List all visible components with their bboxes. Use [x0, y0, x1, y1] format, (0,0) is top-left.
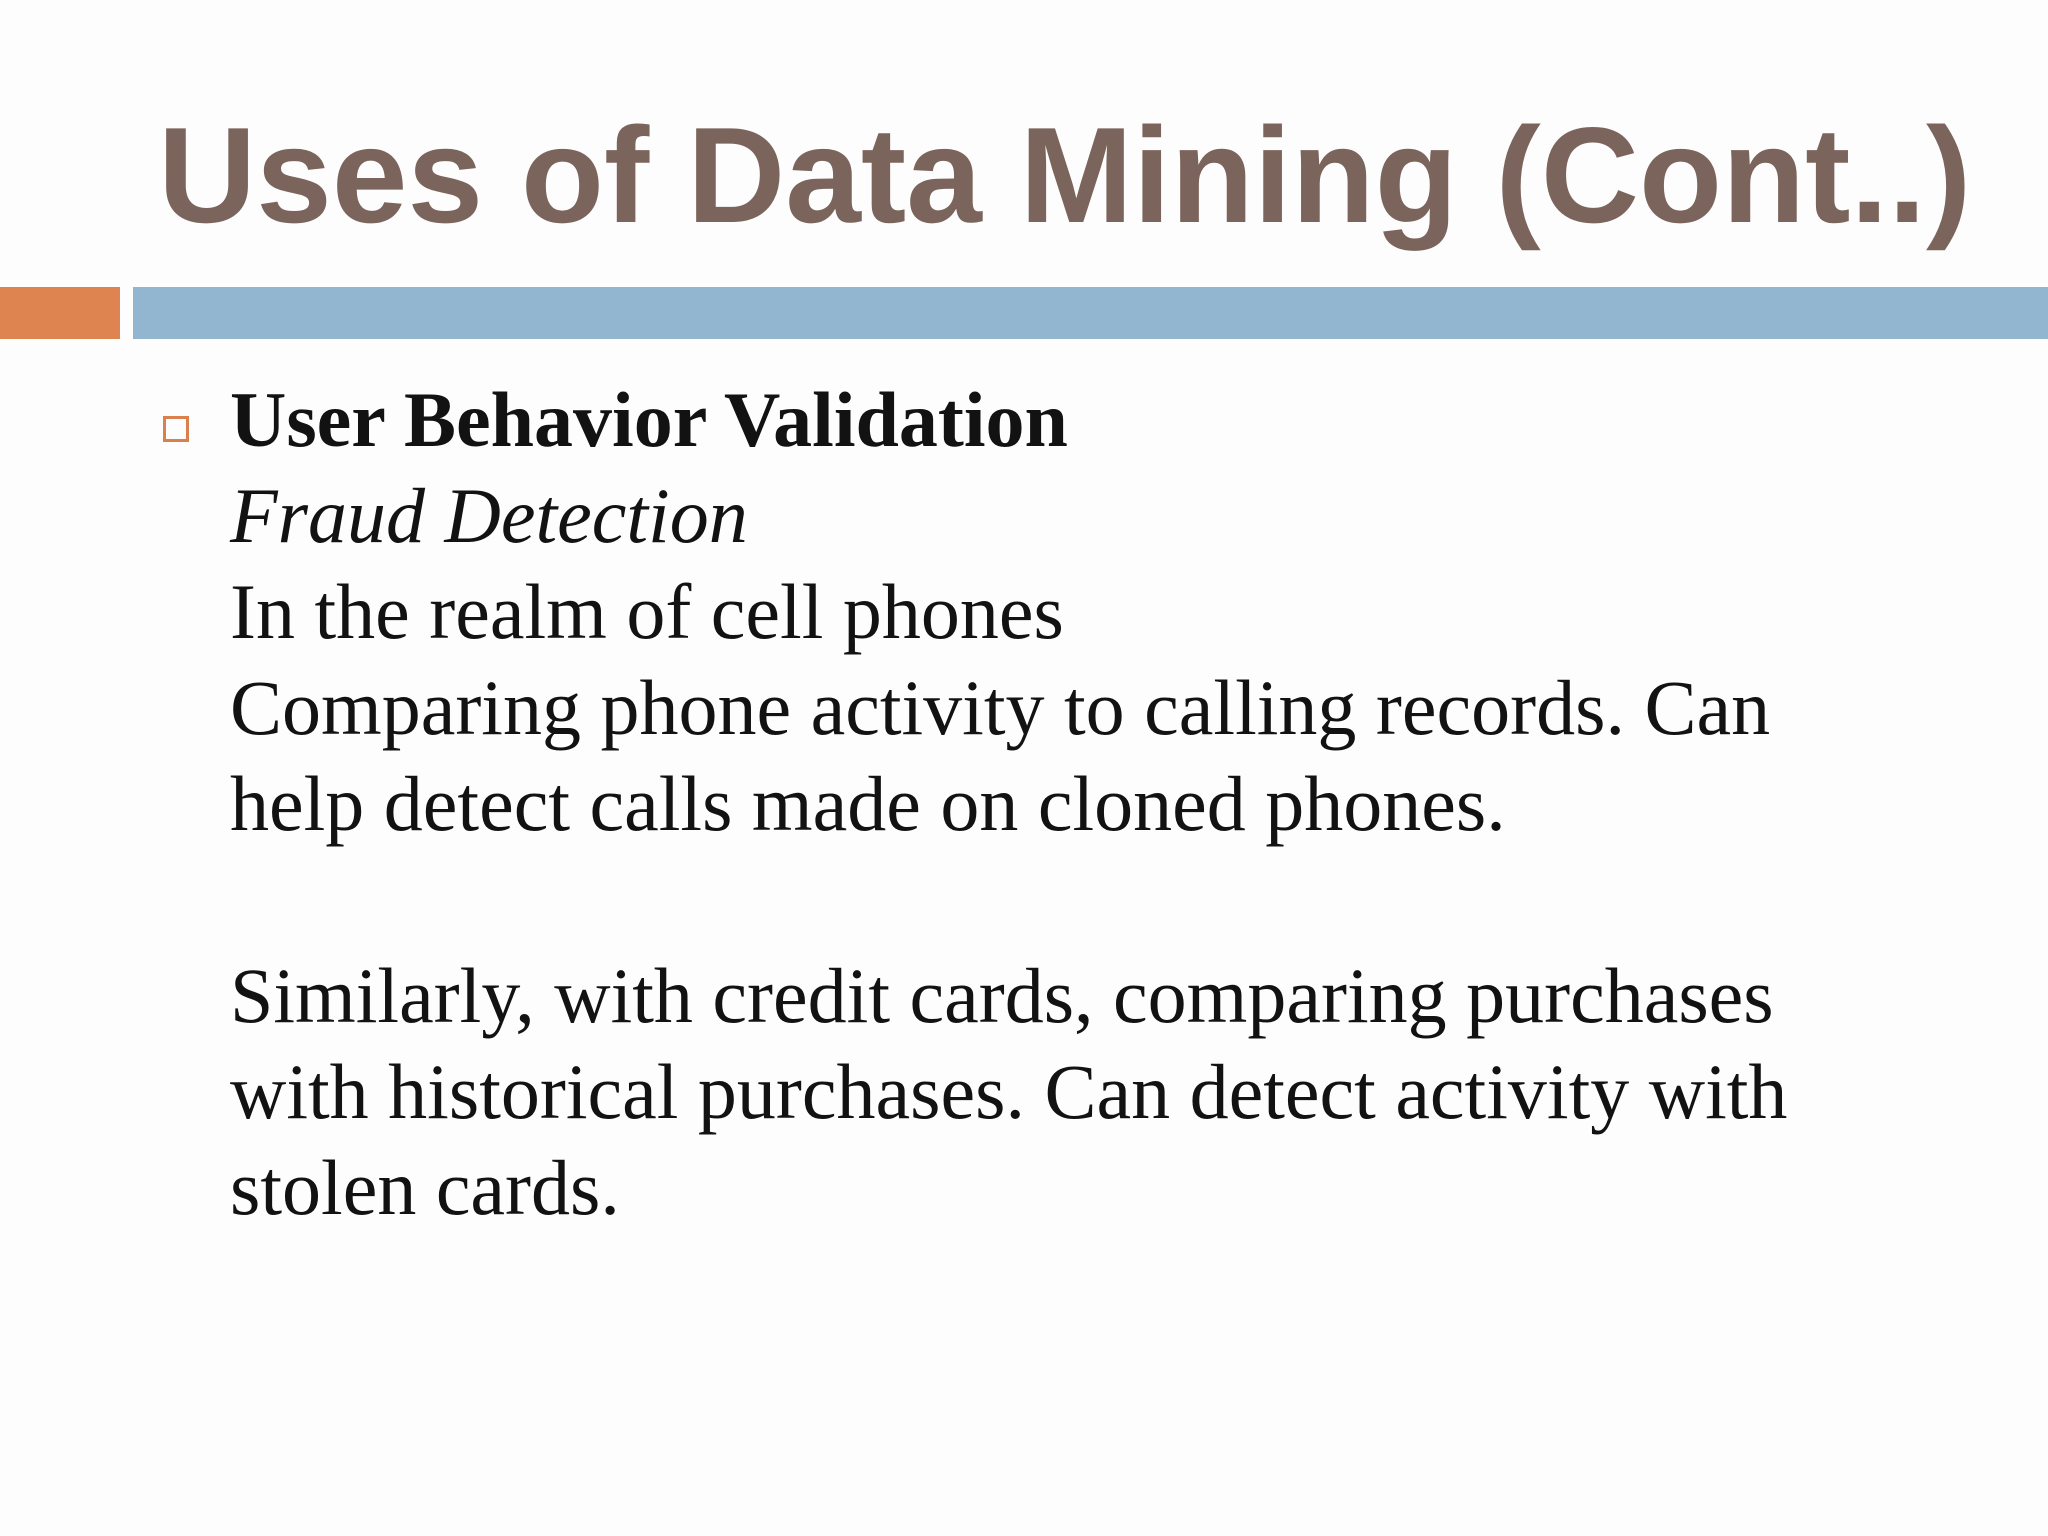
bullet-heading: User Behavior Validation: [230, 376, 1068, 463]
bullet-content: [230, 372, 1890, 1236]
slide-title: Uses of Data Mining (Cont..): [158, 99, 1972, 251]
paragraph-line: stolen cards.: [230, 1144, 620, 1231]
divider-bar: [133, 287, 2048, 339]
bullet-subheading: Fraud Detection: [230, 472, 748, 559]
bullet-line: help detect calls made on cloned phones.: [230, 760, 1506, 847]
accent-bar: [0, 287, 120, 339]
bullet-line: Comparing phone activity to calling records. Can: [230, 664, 1771, 751]
paragraph-line: with historical purchases. Can detect activity with: [230, 1048, 1788, 1135]
bullet-line: In the realm of cell phones: [230, 568, 1064, 655]
paragraph-line: Similarly, with credit cards, comparing purchases: [230, 952, 1774, 1039]
paragraph-gap: [230, 852, 1890, 948]
square-bullet-icon: [163, 416, 189, 442]
